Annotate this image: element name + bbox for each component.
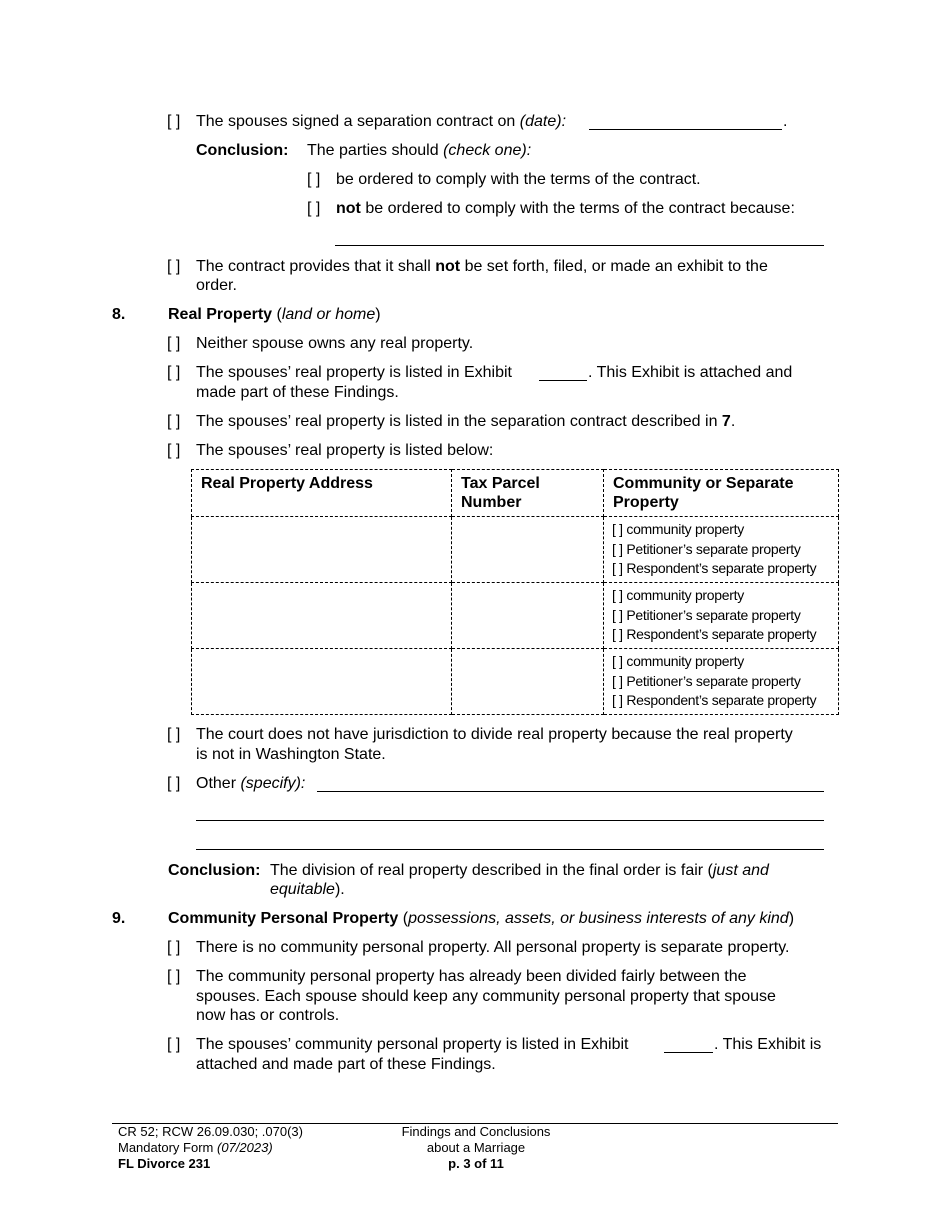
listed-below-option: The spouses’ real property is listed below: — [196, 442, 494, 459]
conclusion-label: Conclusion: — [196, 142, 289, 159]
exhibit-option-2: made part of these Findings. — [196, 384, 399, 401]
parcel-cell[interactable] — [452, 583, 604, 649]
checkbox[interactable]: [ ] — [167, 258, 181, 275]
conclusion-text: The parties should (check one): — [307, 142, 532, 159]
other-specify-field-2[interactable] — [196, 820, 824, 821]
no-community-property-option: There is no community personal property. All personal property is separate property. — [196, 939, 790, 956]
table-header-row — [192, 470, 839, 517]
exhibit-field[interactable] — [664, 1052, 713, 1053]
exhibit-option-cont: . This Exhibit is — [714, 1036, 822, 1053]
footer-cite: CR 52; RCW 26.09.030; .070(3) — [118, 1124, 303, 1139]
comply-option: be ordered to comply with the terms of the contract. — [336, 171, 701, 188]
other-specify-field-3[interactable] — [196, 849, 824, 850]
checkbox[interactable]: [ ] — [167, 1036, 181, 1053]
exhibit-field[interactable] — [539, 380, 587, 381]
parcel-cell[interactable] — [452, 649, 604, 715]
conclusion-text: The division of real property described in the final order is fair (just and — [270, 862, 769, 879]
not-comply-option: not be ordered to comply with the terms of the contract because: — [336, 200, 795, 217]
exhibit-option-cont: . This Exhibit is attached and — [588, 364, 793, 381]
property-options[interactable]: [ ] community property [ ] Petitioner’s separate property [ ] Respondent’s separate property — [612, 587, 817, 642]
contract-exhibit-text-2: order. — [196, 277, 237, 294]
address-cell[interactable] — [192, 517, 452, 583]
checkbox[interactable]: [ ] — [167, 726, 181, 743]
checkbox[interactable]: [ ] — [307, 200, 321, 217]
checkbox[interactable]: [ ] — [167, 939, 181, 956]
already-divided-option-3: now has or controls. — [196, 1007, 340, 1024]
jurisdiction-option-2: is not in Washington State. — [196, 746, 386, 763]
property-type-cell — [604, 517, 839, 583]
exhibit-option: The spouses’ community personal property is listed in Exhibit — [196, 1036, 629, 1053]
separation-contract-option: The spouses’ real property is listed in the separation contract described in 7. — [196, 413, 736, 430]
footer-form-id: FL Divorce 231 — [118, 1156, 211, 1171]
column-header: Tax Parcel Number — [452, 470, 604, 517]
period: . — [783, 113, 788, 130]
checkbox[interactable]: [ ] — [167, 442, 181, 459]
checkbox[interactable]: [ ] — [167, 775, 181, 792]
parcel-cell[interactable] — [452, 517, 604, 583]
not-comply-reason-field[interactable] — [335, 245, 824, 246]
address-cell[interactable] — [192, 583, 452, 649]
checkbox[interactable]: [ ] — [167, 335, 181, 352]
table-row — [192, 583, 839, 649]
jurisdiction-option: The court does not have jurisdiction to divide real property because the real property — [196, 726, 793, 743]
other-option: Other (specify): — [196, 775, 306, 792]
exhibit-option-2: attached and made part of these Findings. — [196, 1056, 496, 1073]
separation-contract-text: The spouses signed a separation contract on (date): — [196, 113, 567, 130]
property-options[interactable]: [ ] community property [ ] Petitioner’s separate property [ ] Respondent’s separate property — [612, 653, 817, 708]
section-number: 9. — [112, 910, 126, 927]
conclusion-text-2: equitable). — [270, 881, 345, 898]
real-property-table — [191, 469, 839, 715]
checkbox[interactable]: [ ] — [307, 171, 321, 188]
footer-title: Findings and Conclusions — [401, 1124, 551, 1139]
address-cell[interactable] — [192, 649, 452, 715]
footer-center — [395, 1124, 557, 1172]
already-divided-option: The community personal property has already been divided fairly between the — [196, 968, 747, 985]
table-row — [192, 517, 839, 583]
property-type-cell — [604, 649, 839, 715]
property-type-cell — [604, 583, 839, 649]
checkbox[interactable]: [ ] — [167, 413, 181, 430]
page-number: p. 3 of 11 — [448, 1156, 504, 1171]
column-header: Real Property Address — [192, 470, 452, 517]
no-real-property-option: Neither spouse owns any real property. — [196, 335, 474, 352]
other-specify-field[interactable] — [317, 791, 824, 792]
section-number: 8. — [112, 306, 126, 323]
section-title: Real Property (land or home) — [168, 306, 381, 323]
checkbox[interactable]: [ ] — [167, 968, 181, 985]
contract-exhibit-text: The contract provides that it shall not be set forth, filed, or made an exhibit to the — [196, 258, 768, 275]
checkbox[interactable]: [ ] — [167, 364, 181, 381]
table-row — [192, 649, 839, 715]
already-divided-option-2: spouses. Each spouse should keep any community personal property that spouse — [196, 988, 776, 1005]
footer-mandatory: Mandatory Form (07/2023) — [118, 1140, 273, 1155]
footer-title-2: about a Marriage — [426, 1140, 526, 1155]
section-title: Community Personal Property (possessions, assets, or business interests of any kind) — [168, 910, 795, 927]
separation-date-field[interactable] — [589, 129, 782, 130]
column-header: Community or Separate Property — [604, 470, 839, 517]
conclusion-label: Conclusion: — [168, 862, 261, 879]
property-options[interactable]: [ ] community property [ ] Petitioner’s separate property [ ] Respondent’s separate property — [612, 521, 817, 576]
checkbox[interactable]: [ ] — [167, 113, 181, 130]
exhibit-option: The spouses’ real property is listed in Exhibit — [196, 364, 512, 381]
footer-left — [118, 1124, 303, 1172]
